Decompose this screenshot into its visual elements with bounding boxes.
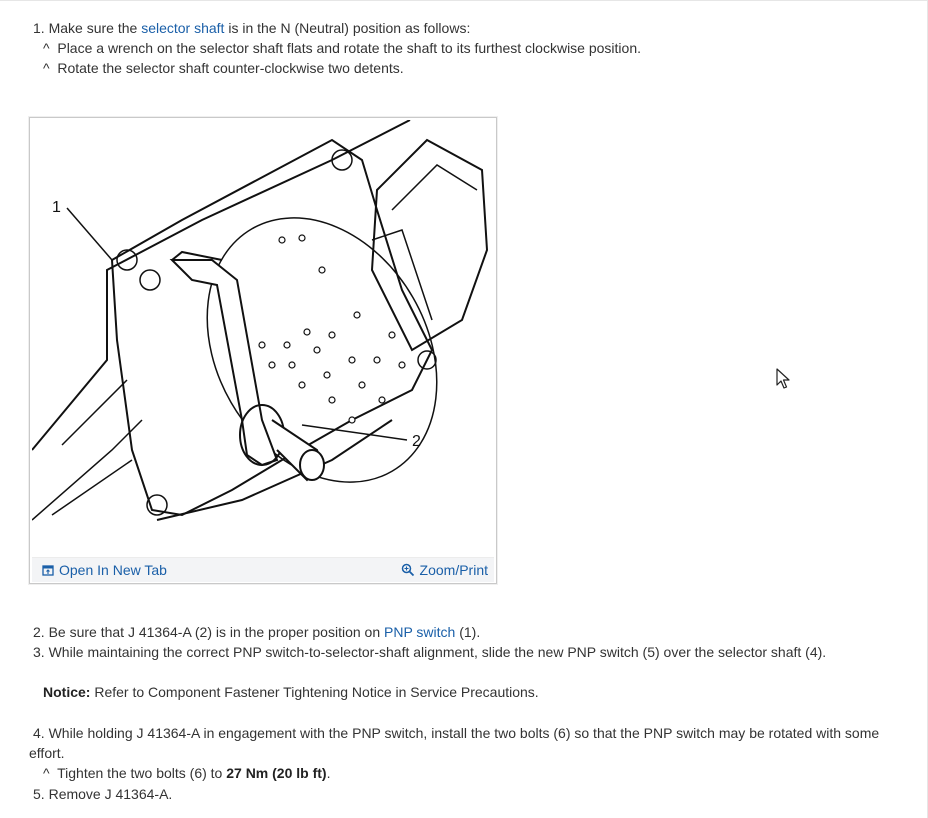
pnp-switch-link[interactable]: PNP switch [384,624,456,640]
open-new-tab-icon [42,564,54,576]
magnifier-zoom-icon [401,563,415,577]
notice-label: Notice: [43,684,91,700]
top-divider [0,0,928,1]
torque-spec: 27 Nm (20 lb ft) [226,765,327,781]
caret-bullet: ^ [43,40,50,56]
step-text: effort. [29,745,65,761]
step-text: Be sure that J 41364-A (2) is in the proper position on [48,624,384,640]
step-1 [33,18,470,38]
zoom-print-label: Zoom/Print [419,562,488,578]
step-text: Remove J 41364-A. [48,786,173,802]
callout-1: 1 [52,199,61,216]
figure-toolbar [32,557,494,582]
mouse-pointer-icon [776,368,792,390]
substep-text: Rotate the selector shaft counter-clockwise two detents. [57,60,404,76]
step-2 [33,622,480,642]
step-number: 4. [33,725,45,741]
step-number: 5. [33,786,45,802]
substep-1b [43,58,404,78]
substep-text: . [326,765,331,781]
callout-2: 2 [412,433,421,450]
open-in-new-tab-button[interactable] [42,560,167,580]
selector-shaft-link[interactable]: selector shaft [141,20,225,36]
step-text: is in the N (Neutral) position as follows: [224,20,471,36]
zoom-print-button[interactable] [401,560,488,580]
notice [43,682,539,702]
step-5 [33,784,172,804]
step-4 [33,723,879,743]
substep-4a [43,763,330,783]
step-text: (1). [455,624,481,640]
open-in-new-tab-label: Open In New Tab [59,562,167,578]
step-number: 1. [33,20,45,36]
pnp-switch-illustration [32,120,494,556]
substep-text: Place a wrench on the selector shaft flats and rotate the shaft to its furthest clockwise position. [57,40,641,56]
step-number: 2. [33,624,45,640]
step-text: While maintaining the correct PNP switch-to-selector-shaft alignment, slide the new PNP switch (5) over the selector shaft (4). [48,644,827,660]
step-4-continued [29,743,65,763]
substep-1a [43,38,641,58]
substep-text: Tighten the two bolts (6) to [57,765,227,781]
step-text: While holding J 41364-A in engagement with the PNP switch, install the two bolts (6) so that the PNP switch may be rotated with some [48,725,880,741]
step-text: Make sure the [48,20,142,36]
illustration-figure [29,117,497,584]
notice-text: Refer to Component Fastener Tightening Notice in Service Precautions. [90,684,539,700]
caret-bullet: ^ [43,60,50,76]
step-number: 3. [33,644,45,660]
caret-bullet: ^ [43,765,50,781]
step-3 [33,642,826,662]
